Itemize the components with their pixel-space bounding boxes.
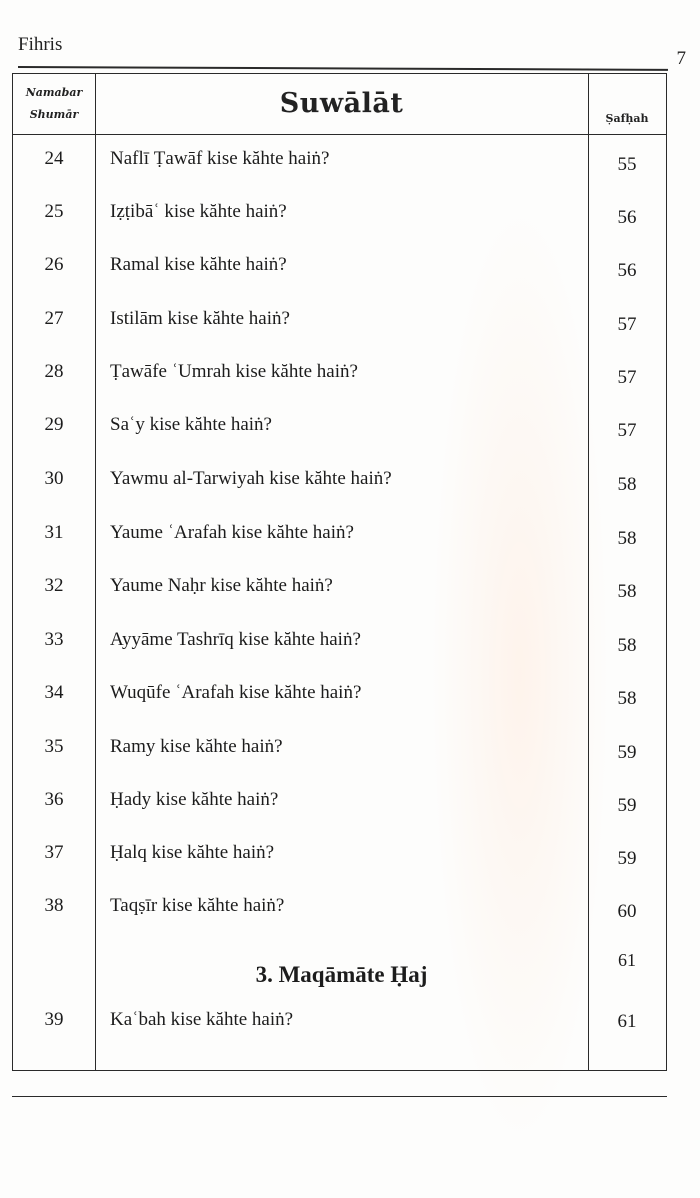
table-row xyxy=(13,138,666,191)
section-heading-row xyxy=(13,944,666,1004)
row-page: 58 xyxy=(617,688,637,709)
row-number: 24 xyxy=(44,148,64,169)
row-page: 61 xyxy=(617,1011,637,1032)
row-question: Saʿy kise kăhte haiṅ? xyxy=(110,414,272,435)
row-number: 30 xyxy=(44,468,64,489)
row-number: 26 xyxy=(44,254,64,275)
row-number: 29 xyxy=(44,414,64,435)
header-number-line2: Shumār xyxy=(29,108,79,121)
row-number: 31 xyxy=(44,522,64,543)
section-title: 3. Maqāmāte Ḥaj xyxy=(255,962,428,987)
row-question: Yawmu al-Tarwiyah kise kăhte haiṅ? xyxy=(110,468,392,489)
row-number: 32 xyxy=(44,575,64,596)
row-page: 55 xyxy=(617,154,637,175)
row-question: Ayyāme Tashrīq kise kăhte haiṅ? xyxy=(110,629,361,650)
header-number xyxy=(13,82,95,126)
header-rule xyxy=(18,66,668,71)
row-question: Ramy kise kăhte haiṅ? xyxy=(110,736,283,757)
row-page: 57 xyxy=(617,420,637,441)
row-question: Naflī Ṭawāf kise kăhte haiṅ? xyxy=(110,148,330,169)
row-page: 58 xyxy=(617,581,637,602)
row-question: Ramal kise kăhte haiṅ? xyxy=(110,254,287,275)
row-question: Kaʿbah kise kăhte haiṅ? xyxy=(110,1009,294,1030)
header-title: Suwālāt xyxy=(279,88,404,119)
page-number: 7 xyxy=(676,48,686,69)
table-row xyxy=(13,885,666,938)
row-question: Yaume ʿArafah kise kăhte haiṅ? xyxy=(110,522,354,543)
row-page: 59 xyxy=(617,848,637,869)
row-page: 56 xyxy=(617,207,637,228)
table-header xyxy=(13,74,666,135)
row-number: 37 xyxy=(44,842,64,863)
row-page: 58 xyxy=(617,635,637,656)
row-number: 35 xyxy=(44,736,64,757)
table-row xyxy=(13,404,666,457)
row-page: 60 xyxy=(617,901,637,922)
row-page: 58 xyxy=(617,474,637,495)
row-page: 57 xyxy=(617,367,637,388)
row-number: 27 xyxy=(44,308,64,329)
table-row xyxy=(13,244,666,297)
contents-table xyxy=(12,73,667,1071)
row-number: 36 xyxy=(44,789,64,810)
row-question: Iẓṭibāʿ kise kăhte haiṅ? xyxy=(110,201,287,222)
row-question: Taqṣīr kise kăhte haiṅ? xyxy=(110,895,285,916)
row-question: Ḥady kise kăhte haiṅ? xyxy=(110,789,279,810)
table-row xyxy=(13,619,666,672)
table-row xyxy=(13,512,666,565)
footer-rule xyxy=(12,1096,667,1097)
table-row xyxy=(13,999,666,1052)
row-question: Wuqūfe ʿArafah kise kăhte haiṅ? xyxy=(110,682,362,703)
row-page: 58 xyxy=(617,528,637,549)
table-row xyxy=(13,351,666,404)
table-row xyxy=(13,298,666,351)
header-number-line1: Namabar xyxy=(25,86,83,99)
row-question: Istilām kise kăhte haiṅ? xyxy=(110,308,290,329)
table-row xyxy=(13,672,666,725)
header-page: Ṣafḥah xyxy=(605,112,649,125)
section-page: 61 xyxy=(618,950,636,970)
row-number: 25 xyxy=(44,201,64,222)
running-head: Fihris xyxy=(18,34,63,55)
row-question: Ḥalq kise kăhte haiṅ? xyxy=(110,842,275,863)
row-page: 57 xyxy=(617,314,637,335)
row-number: 38 xyxy=(44,895,64,916)
table-row xyxy=(13,779,666,832)
row-number: 28 xyxy=(44,361,64,382)
table-row xyxy=(13,565,666,618)
row-number: 33 xyxy=(44,629,64,650)
table-row xyxy=(13,832,666,885)
table-row xyxy=(13,191,666,244)
row-number: 34 xyxy=(44,682,64,703)
table-row xyxy=(13,458,666,511)
row-question: Yaume Naḥr kise kăhte haiṅ? xyxy=(110,575,333,596)
table-row xyxy=(13,726,666,779)
row-page: 56 xyxy=(617,260,637,281)
row-page: 59 xyxy=(617,742,637,763)
row-page: 59 xyxy=(617,795,637,816)
row-number: 39 xyxy=(44,1009,64,1030)
row-question: Ṭawāfe ʿUmrah kise kăhte haiṅ? xyxy=(110,361,358,382)
